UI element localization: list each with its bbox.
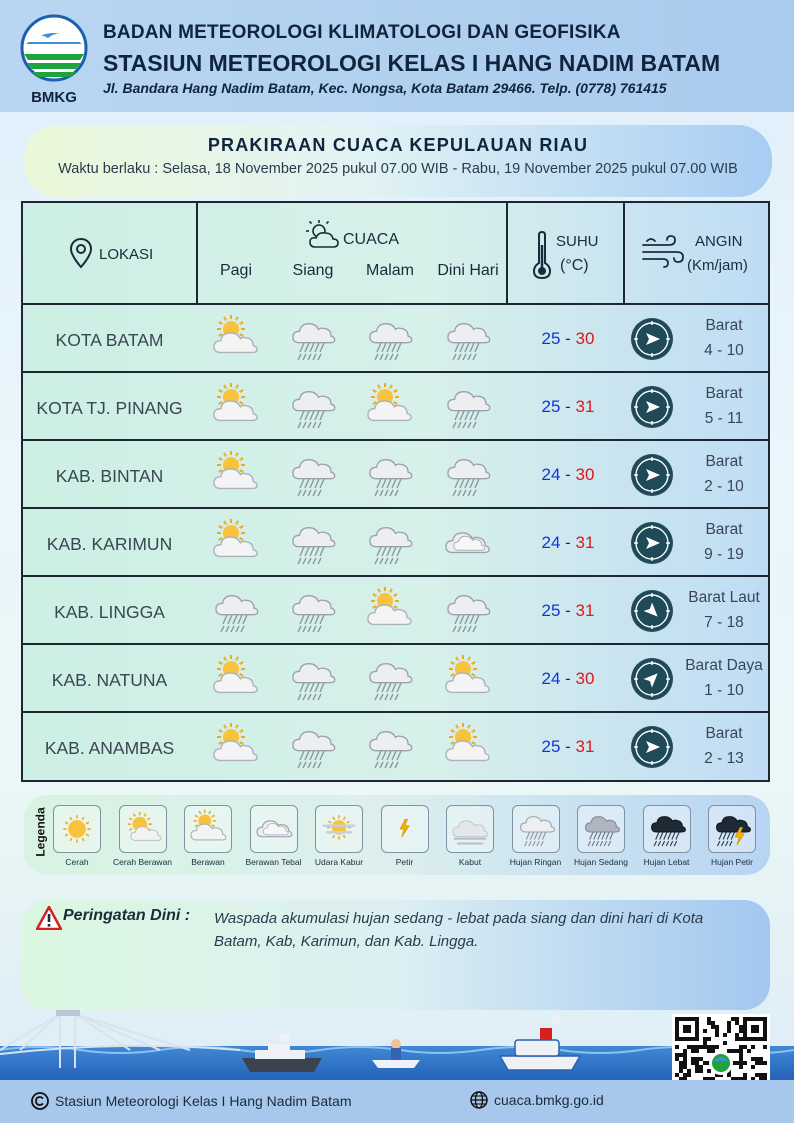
table-row — [23, 647, 768, 713]
station-address: Jl. Bandara Hang Nadim Batam, Kec. Nongsa, Kota Batam 29466. Telp. (0778) 761415 — [103, 80, 667, 96]
title-banner — [24, 125, 772, 197]
location-name: KAB. KARIMUN — [46, 533, 173, 554]
wind-speed: 2 - 13 — [704, 750, 744, 767]
temperature-range: 24 - 30 — [541, 669, 595, 688]
wind-compass-icon — [630, 317, 674, 361]
footer-copyright — [31, 1092, 351, 1110]
legend-label: Hujan Sedang — [574, 857, 628, 867]
temp-min: 25 — [541, 329, 561, 348]
station-name: STASIUN METEOROLOGI KELAS I HANG NADIM BATAM — [103, 50, 721, 76]
header-period-malam: Malam — [365, 262, 414, 279]
temp-max: 31 — [575, 397, 595, 416]
location-pin-icon — [69, 237, 93, 269]
copyright-text: Stasiun Meteorologi Kelas I Hang Nadim Batam — [55, 1093, 352, 1109]
header-lokasi — [23, 203, 196, 305]
agency-name: BADAN METEOROLOGI KLIMATOLOGI DAN GEOFISIKA — [103, 22, 621, 43]
temp-min: 24 — [541, 465, 561, 484]
table-row — [23, 375, 768, 441]
temp-max: 31 — [575, 601, 595, 620]
weather-berawan-icon — [209, 451, 261, 499]
legend-udara-kabur-icon — [315, 805, 363, 853]
wind-speed: 9 - 19 — [704, 546, 744, 563]
legend-label: Hujan Petir — [710, 857, 754, 867]
legend-hujan-lebat-icon — [643, 805, 691, 853]
footer-website[interactable] — [470, 1091, 604, 1109]
legend-label: Petir — [395, 857, 414, 867]
legend-label: Hujan Lebat — [643, 857, 690, 867]
globe-icon — [470, 1091, 488, 1109]
legend-item — [634, 805, 700, 867]
legend-cerah-berawan-icon — [119, 805, 167, 853]
weather-hujan-ringan-icon — [363, 451, 415, 499]
temp-min: 25 — [541, 737, 561, 756]
wind-direction: Barat — [705, 453, 743, 470]
weather-hujan-ringan-icon — [286, 655, 338, 703]
header-angin-label: ANGIN — [695, 233, 743, 250]
weather-berawan-icon — [209, 315, 261, 363]
wind-compass-icon — [630, 657, 674, 701]
temp-max: 30 — [575, 465, 595, 484]
legend-label: Hujan Ringan — [509, 857, 562, 867]
weather-berawan-icon — [209, 655, 261, 703]
legend-cerah-icon — [53, 805, 101, 853]
svg-text:BMKG: BMKG — [31, 89, 77, 106]
bmkg-logo — [18, 14, 90, 106]
legend-title: Legenda — [33, 807, 48, 857]
weather-hujan-ringan-icon — [286, 451, 338, 499]
legend-label: Kabut — [458, 857, 482, 867]
weather-hujan-ringan-icon — [363, 723, 415, 771]
weather-hujan-ringan-icon — [441, 451, 493, 499]
temp-min: 25 — [541, 397, 561, 416]
wind-compass-icon — [630, 589, 674, 633]
wind-compass-icon — [630, 385, 674, 429]
table-row — [23, 443, 768, 509]
table-row — [23, 579, 768, 645]
temp-max: 31 — [575, 737, 595, 756]
header-period-siang: Siang — [292, 262, 334, 279]
header-angin-unit: (Km/jam) — [687, 257, 748, 274]
legend-kabut-icon — [446, 805, 494, 853]
page-title: PRAKIRAAN CUACA KEPULAUAN RIAU — [207, 135, 589, 155]
header-period-dini-hari: Dini Hari — [437, 262, 499, 279]
header-cuaca-label: CUACA — [343, 231, 400, 248]
weather-berawan-tebal-icon — [441, 519, 493, 567]
location-name: KAB. NATUNA — [51, 669, 168, 690]
wind-speed: 1 - 10 — [704, 682, 744, 699]
weather-berawan-icon — [209, 383, 261, 431]
temp-max: 31 — [575, 533, 595, 552]
weather-hujan-ringan-icon — [286, 315, 338, 363]
weather-berawan-icon — [363, 587, 415, 635]
forecast-table — [21, 201, 770, 782]
header-angin — [625, 203, 768, 305]
legend-label: Cerah — [65, 857, 89, 867]
weather-hujan-ringan-icon — [209, 587, 261, 635]
warning-label: Peringatan Dini : — [63, 907, 191, 924]
temp-max: 30 — [575, 329, 595, 348]
location-name: KOTA BATAM — [55, 329, 164, 350]
weather-hujan-ringan-icon — [363, 655, 415, 703]
temperature-range: 25 - 31 — [541, 397, 595, 416]
weather-hujan-ringan-icon — [441, 587, 493, 635]
legend-label: Udara Kabur — [314, 857, 364, 867]
weather-hujan-ringan-icon — [363, 315, 415, 363]
wind-speed: 2 - 10 — [704, 478, 744, 495]
header-period-pagi: Pagi — [219, 262, 253, 279]
thermometer-icon — [532, 231, 552, 279]
wind-speed: 4 - 10 — [704, 342, 744, 359]
temperature-range: 25 - 31 — [541, 601, 595, 620]
wind-icon — [641, 235, 685, 269]
table-header — [23, 203, 768, 305]
weather-hujan-ringan-icon — [286, 383, 338, 431]
legend-item — [503, 805, 569, 867]
legend-label: Berawan Tebal — [245, 857, 302, 867]
temperature-range: 24 - 30 — [541, 465, 595, 484]
wind-compass-icon — [630, 453, 674, 497]
legend — [24, 795, 770, 875]
table-row — [23, 511, 768, 577]
weather-berawan-icon — [209, 519, 261, 567]
early-warning — [22, 900, 770, 1010]
location-name: KAB. BINTAN — [55, 465, 164, 486]
temperature-range: 25 - 30 — [541, 329, 595, 348]
legend-item — [110, 805, 176, 867]
wind-direction: Barat — [705, 385, 743, 402]
legend-item — [306, 805, 372, 867]
legend-hujan-ringan-icon — [512, 805, 560, 853]
website-link[interactable]: cuaca.bmkg.go.id — [494, 1092, 604, 1108]
legend-label: Berawan — [191, 857, 225, 867]
temperature-range: 25 - 31 — [541, 737, 595, 756]
header-suhu-unit: (°C) — [560, 257, 589, 274]
legend-berawan-tebal-icon — [250, 805, 298, 853]
location-name: KAB. ANAMBAS — [44, 737, 175, 758]
footer — [0, 1080, 794, 1123]
temp-min: 24 — [541, 669, 561, 688]
weather-berawan-icon — [363, 383, 415, 431]
table-row — [23, 715, 768, 781]
weather-hujan-ringan-icon — [441, 315, 493, 363]
temp-min: 24 — [541, 533, 561, 552]
legend-hujan-sedang-icon — [577, 805, 625, 853]
weather-hujan-ringan-icon — [363, 519, 415, 567]
weather-berawan-icon — [441, 723, 493, 771]
table-row — [23, 307, 768, 373]
wind-compass-icon — [630, 725, 674, 769]
weather-hujan-ringan-icon — [441, 383, 493, 431]
location-name: KAB. LINGGA — [54, 601, 165, 622]
wind-direction: Barat Daya — [685, 657, 763, 674]
header-lokasi-label: LOKASI — [99, 246, 154, 263]
header-suhu — [508, 203, 623, 305]
wind-direction: Barat Laut — [688, 589, 760, 606]
warning-icon — [36, 906, 62, 930]
temp-min: 25 — [541, 601, 561, 620]
wind-speed: 5 - 11 — [704, 410, 744, 427]
header — [0, 0, 794, 112]
wind-direction: Barat — [705, 725, 743, 742]
legend-item — [372, 805, 438, 867]
legend-label: Cerah Berawan — [112, 857, 173, 867]
legend-berawan-icon — [184, 805, 232, 853]
legend-item — [241, 805, 307, 867]
legend-hujan-petir-icon — [708, 805, 756, 853]
wind-direction: Barat — [705, 521, 743, 538]
temp-max: 30 — [575, 669, 595, 688]
weather-berawan-icon — [441, 655, 493, 703]
weather-hujan-ringan-icon — [286, 723, 338, 771]
warning-text: Waspada akumulasi hujan sedang - lebat pada siang dan dini hari di Kota Batam, Kab, Karimun, dan Kab. Lingga. — [214, 910, 704, 950]
wind-speed: 7 - 18 — [704, 614, 744, 631]
wind-compass-icon — [630, 521, 674, 565]
partly-cloudy-icon — [306, 220, 340, 250]
wind-direction: Barat — [705, 317, 743, 334]
weather-hujan-ringan-icon — [286, 519, 338, 567]
legend-item — [175, 805, 241, 867]
header-suhu-label: SUHU — [556, 233, 599, 250]
legend-item — [568, 805, 634, 867]
validity-period: Waktu berlaku : Selasa, 18 November 2025 pukul 07.00 WIB - Rabu, 19 November 2025 pukul 07.00 WIB — [58, 161, 738, 177]
legend-item — [437, 805, 503, 867]
copyright-icon — [31, 1092, 49, 1110]
location-name: KOTA TJ. PINANG — [36, 397, 183, 418]
legend-petir-icon — [381, 805, 429, 853]
weather-berawan-icon — [209, 723, 261, 771]
legend-item — [44, 805, 110, 867]
weather-hujan-ringan-icon — [286, 587, 338, 635]
legend-item — [699, 805, 765, 867]
temperature-range: 24 - 31 — [541, 533, 595, 552]
